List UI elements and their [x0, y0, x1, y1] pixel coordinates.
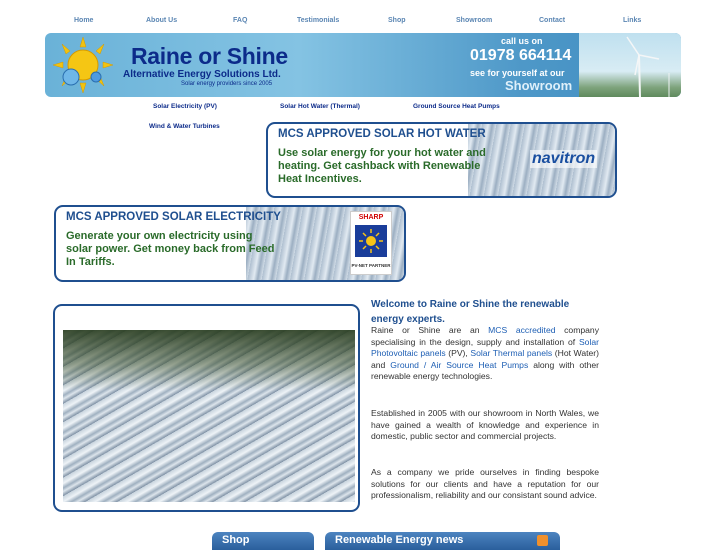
promo-solar-electricity[interactable]: [54, 205, 406, 282]
service-link-solar-hot-water[interactable]: Solar Hot Water (Thermal): [280, 103, 360, 110]
shop-tab-label: Shop: [222, 534, 250, 546]
nav-links[interactable]: Links: [623, 17, 642, 24]
sharp-partner-logo: SHARP PV-NET PARTNER: [350, 211, 392, 275]
nav-shop[interactable]: Shop: [388, 17, 406, 24]
navitron-logo: navitron: [532, 150, 596, 167]
wind-turbine-image: [579, 33, 681, 97]
rss-icon[interactable]: [537, 535, 548, 546]
promo-electricity-title: MCS APPROVED SOLAR ELECTRICITY: [66, 211, 281, 223]
intro-paragraph-2: Established in 2005 with our showroom in North Wales, we have gained a wealth of knowledge and experience in domestic, public sector and commercial projects.: [371, 408, 599, 442]
link-solar-thermal-panels[interactable]: Solar Thermal panels: [470, 348, 553, 359]
brand-since: Solar energy providers since 2005: [181, 81, 273, 87]
sharp-sun-icon: [355, 225, 387, 257]
promo-solar-hot-water[interactable]: [266, 122, 617, 198]
welcome-heading: Welcome to Raine or Shine the renewable energy experts.: [371, 299, 570, 325]
nav-about-us[interactable]: About Us: [146, 17, 178, 24]
news-tab[interactable]: [325, 532, 560, 550]
nav-testimonials[interactable]: Testimonials: [297, 17, 340, 24]
brand-title: Raine or Shine: [131, 43, 288, 69]
news-tab-label: Renewable Energy news: [335, 534, 464, 546]
intro-paragraph-1: Raine or Shine are an MCS accredited company specialising in the design, supply and installation of Solar Photovoltaic panels (PV), Solar Thermal panels (Hot Water) and Ground / Air Source Heat Pumps along with other renewable energy technologies.: [371, 325, 600, 382]
see-yourself-label: see for yourself at our: [470, 68, 565, 78]
link-mcs-accredited[interactable]: MCS accredited: [488, 325, 556, 335]
solar-panels-photo-frame: [53, 304, 360, 512]
showroom-label: Showroom: [505, 78, 573, 93]
promo-hot-water-body: Use solar energy for your hot water and heating. Get cashback with Renewable Heat Incentives.: [278, 147, 486, 185]
nav-showroom[interactable]: Showroom: [456, 17, 493, 24]
top-nav: [0, 17, 727, 31]
shop-tab[interactable]: [212, 532, 314, 550]
link-heat-pumps[interactable]: Ground / Air Source Heat Pumps: [390, 359, 529, 370]
service-link-turbines[interactable]: Wind & Water Turbines: [149, 123, 220, 130]
solar-panels-photo: [63, 330, 355, 502]
phone-number: 01978 664114: [470, 47, 572, 64]
promo-electricity-body: Generate your own electricity using solar power. Get money back from Feed In Tariffs.: [66, 230, 275, 268]
promo-hot-water-title: MCS APPROVED SOLAR HOT WATER: [278, 128, 486, 140]
nav-home[interactable]: Home: [74, 17, 94, 24]
sun-logo-icon: [53, 37, 113, 93]
call-us-label: call us on: [501, 36, 543, 46]
nav-faq[interactable]: FAQ: [233, 17, 248, 24]
brand-subtitle: Alternative Energy Solutions Ltd.: [123, 69, 281, 80]
intro-paragraph-3: As a company we pride ourselves in finding bespoke solutions for our clients and have a reputation for our professionalism, reliability and our consistant sound advice.: [371, 467, 599, 501]
service-link-heat-pumps[interactable]: Ground Source Heat Pumps: [413, 103, 500, 110]
header-banner: [45, 33, 681, 97]
link-solar-pv-panels[interactable]: Solar Photovoltaic panels: [371, 336, 599, 359]
service-link-solar-pv[interactable]: Solar Electricity (PV): [153, 103, 217, 110]
nav-contact[interactable]: Contact: [539, 17, 566, 24]
